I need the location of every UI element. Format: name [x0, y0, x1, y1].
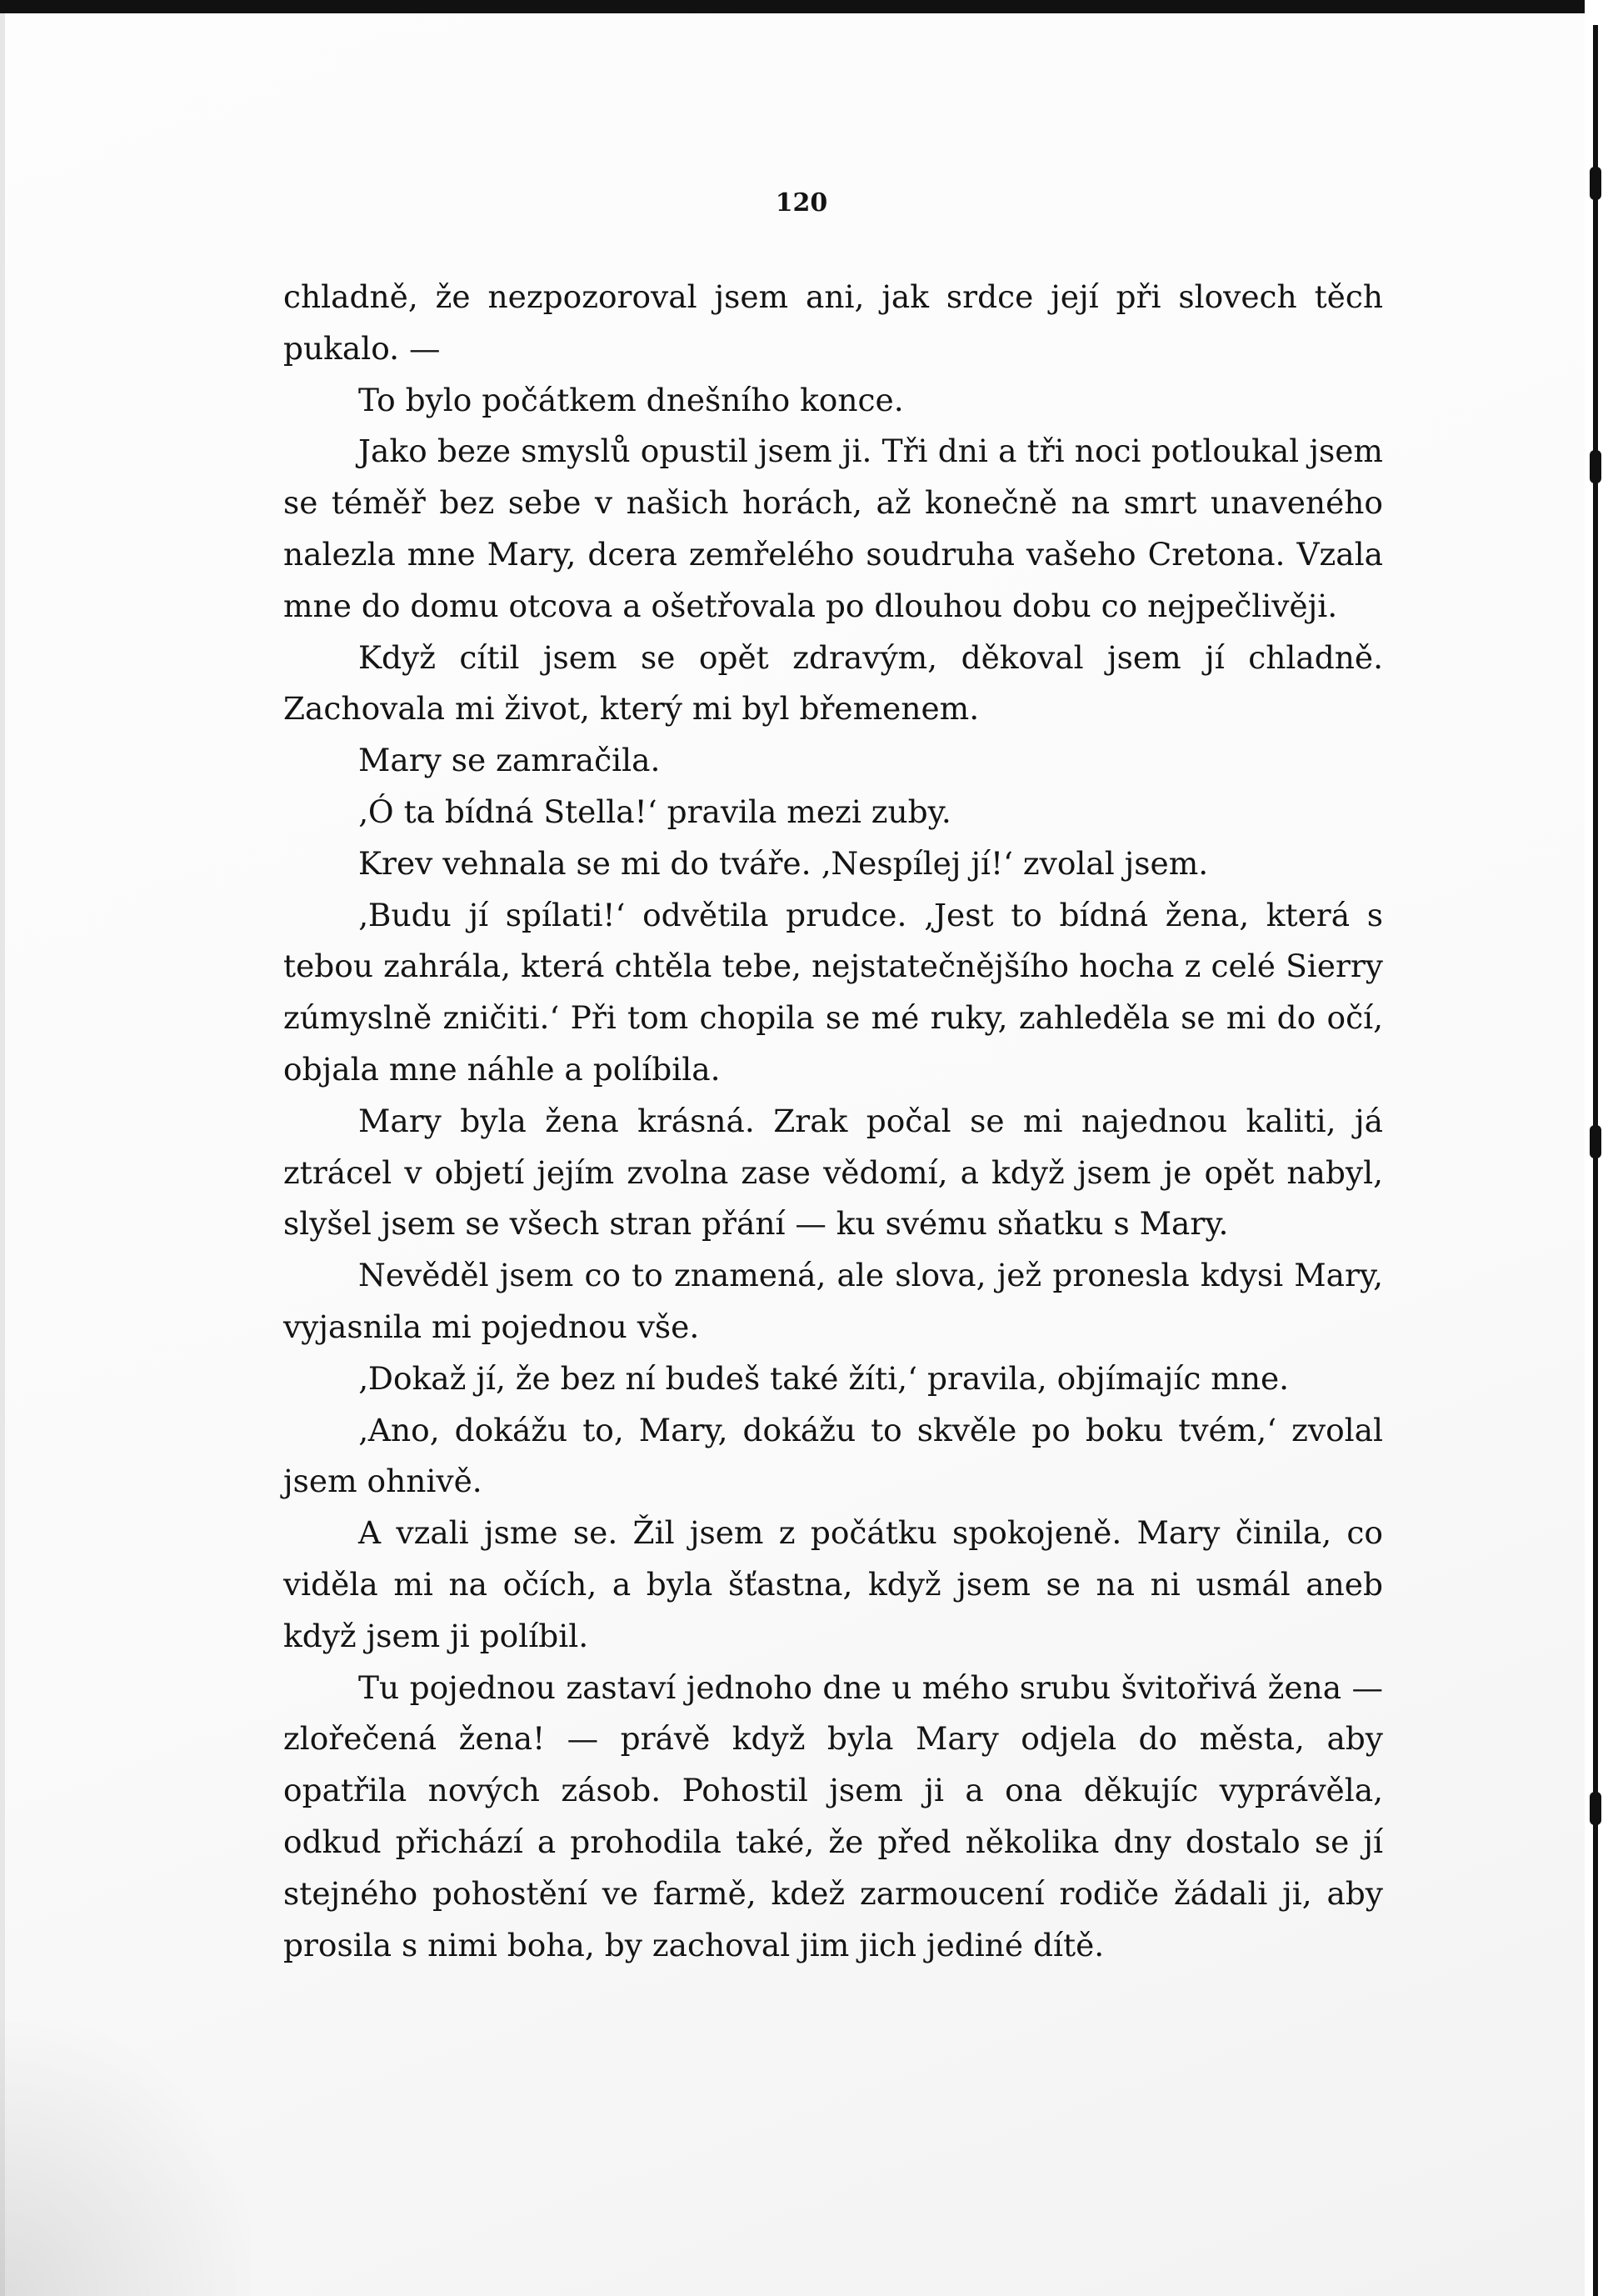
- paragraph: Tu pojednou zastaví jednoho dne u mého srubu švitořivá žena — zlořečená žena! — právě když byla Mary odjela do města, aby opatřila nových zásob. Pohostil jsem ji a ona děkujíc vyprávěla, odkud přichází a prohodila také, že před několika dny dostalo se jí stejného pohostění ve farmě, kdež zarmoucení rodiče žádali ji, aby prosila s nimi boha, by zachoval jim jich jediné dítě.: [283, 1668, 1383, 1963]
- scan-left-edge: [0, 13, 5, 2296]
- scan-top-border: [0, 0, 1603, 13]
- paragraph: ‚Ó ta bídná Stella!‘ pravila mezi zuby.: [358, 793, 951, 830]
- paragraph: A vzali jsme se. Žil jsem z počátku spokojeně. Mary činila, co viděla mi na očích, a byla šťastna, když jsem se na ni usmál aneb když jsem ji políbil.: [283, 1514, 1383, 1654]
- paragraph: Mary byla žena krásná. Zrak počal se mi najednou kaliti, já ztrácel v objetí jejím zvolna zase vědomí, a když jsem je opět nabyl, slyšel jsem se všech stran přání — ku svému sňatku s Mary.: [283, 1102, 1383, 1243]
- paragraph: Jako beze smyslů opustil jsem ji. Tři dni a tři noci potloukal jsem se téměř bez sebe v našich horách, až konečně na smrt unaveného nalezla mne Mary, dcera zemřelého soudruha vašeho Cretona. Vzala mne do domu otcova a ošetřovala po dlouhou dobu co nejpečlivěji.: [283, 433, 1383, 624]
- binding-mark: [1590, 1125, 1601, 1158]
- scan-corner-shadow: [0, 2021, 250, 2296]
- paragraph: ‚Ano, dokážu to, Mary, dokážu to skvěle po boku tvém,‘ zvolal jsem ohnivě.: [283, 1411, 1383, 1500]
- body-text: [283, 272, 1383, 1971]
- paragraph: Krev vehnala se mi do tváře. ‚Nespílej jí!‘ zvolal jsem.: [358, 844, 1209, 882]
- paragraph: ‚Dokaž jí, že bez ní budeš také žíti,‘ pravila, objímajíc mne.: [358, 1359, 1290, 1397]
- page-number: 120: [775, 188, 828, 218]
- paragraph: To bylo počátkem dnešního konce.: [358, 381, 904, 418]
- paragraph: Když cítil jsem se opět zdravým, děkoval jsem jí chladně. Zachovala mi život, který mi byl břemenem.: [283, 638, 1383, 728]
- binding-mark: [1590, 450, 1601, 483]
- paragraph: Nevěděl jsem co to znamená, ale slova, jež pronesla kdysi Mary, vyjasnila mi pojednou vše.: [283, 1257, 1383, 1345]
- paragraph: ‚Budu jí spílati!‘ odvětila prudce. ‚Jest to bídná žena, která s tebou zahrála, která chtěla tebe, nejstatečnějšího hocha z celé Sierry zúmyslně zničiti.‘ Při tom chopila se mé ruky, zahleděla se mi do očí, objala mne náhle a políbila.: [283, 896, 1383, 1088]
- paragraph: Mary se zamračila.: [358, 742, 661, 779]
- binding-mark: [1590, 1792, 1601, 1825]
- paragraph: chladně, že nezpozoroval jsem ani, jak srdce její při slovech těch pukalo. —: [283, 278, 1383, 367]
- scan-binding-rule: [1593, 25, 1598, 2296]
